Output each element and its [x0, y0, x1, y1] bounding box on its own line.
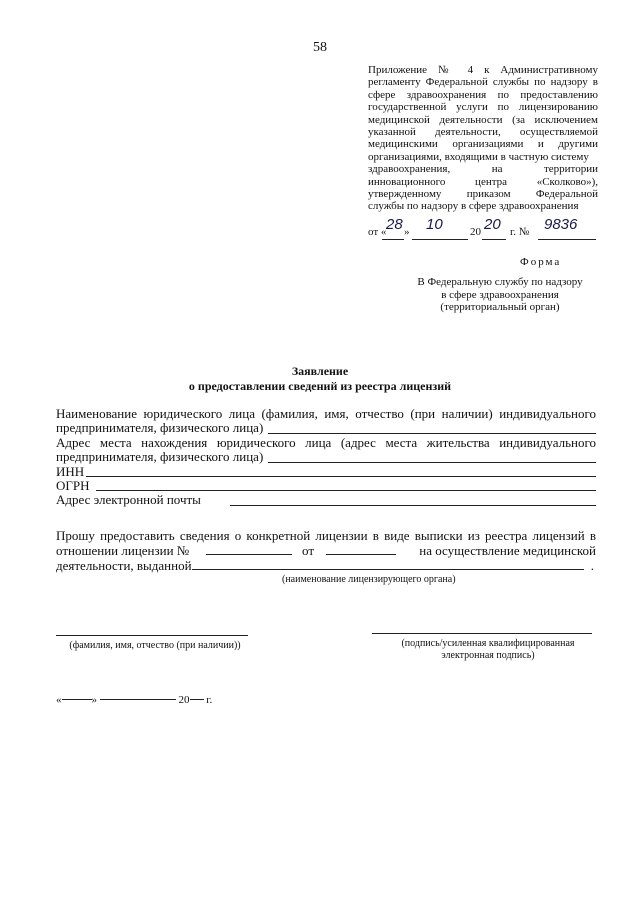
field-email-label: Адрес электронной почты [56, 492, 201, 508]
order-from-label: от « [368, 226, 387, 238]
appendix-line: регламенту Федеральной службы по надзору в [368, 76, 598, 89]
order-year-handwritten: 20 [484, 216, 501, 233]
appendix-line: медицинскими организациями и другими [368, 138, 598, 151]
field-name-label: Наименование юридического лица (фамилия, имя, отчество (при наличии) индивидуального [56, 406, 596, 421]
recipient-line: В Федеральную службу по надзору [417, 276, 583, 288]
signature-caption-line: (подпись/усиленная квалифицированная [401, 638, 575, 649]
request-purpose-label: на осуществление медицинской [419, 543, 596, 558]
appendix-line: указанной деятельности, осуществляемой [368, 126, 598, 139]
appendix-line: утвержденному приказом Федеральной [368, 188, 598, 201]
field-inn-row[interactable] [56, 465, 596, 479]
form-label: Форма [520, 256, 562, 268]
recipient-line: в сфере здравоохранения [441, 288, 559, 301]
appendix-line: здравоохранения, на территории [368, 163, 598, 176]
order-day-handwritten: 28 [386, 216, 403, 233]
signature-line[interactable] [372, 633, 592, 634]
field-name-input-line[interactable] [268, 433, 596, 434]
order-number-handwritten: 9836 [544, 216, 578, 233]
request-paragraph [56, 528, 596, 588]
license-number-input-line[interactable] [206, 554, 292, 555]
order-year-underline [482, 239, 506, 240]
request-line-issuer [56, 558, 596, 573]
appendix-line: сфере здравоохранения по предоставлению [368, 88, 598, 101]
page-number: 58 [313, 40, 327, 55]
field-email-input-line[interactable] [230, 505, 596, 506]
request-line: Прошу предоставить сведения о конкретной лицензии в виде выписки из реестра лицензий в [56, 528, 596, 543]
order-reference [368, 218, 600, 240]
fio-caption: (фамилия, имя, отчество (при наличии)) [69, 640, 241, 651]
issuer-input-line[interactable] [192, 569, 584, 570]
field-address-label: Адрес места нахождения юридического лица (адрес места жительства индивидуального [56, 434, 596, 450]
field-inn-input-line[interactable] [86, 476, 596, 477]
field-ogrn-row[interactable] [56, 479, 596, 493]
date-year-suffix: г. [206, 694, 213, 706]
appendix-line: организациями, входящими в частную систему [368, 150, 589, 163]
request-line-end: . [590, 558, 594, 573]
order-day-close: » [404, 226, 410, 238]
request-license-label: отношении лицензии № [56, 543, 190, 558]
recipient-line: (территориальный орган) [440, 301, 560, 313]
appendix-header [368, 64, 598, 213]
order-number-underline [538, 239, 596, 240]
request-line-license [56, 543, 596, 558]
field-inn-label: ИНН [56, 463, 85, 479]
order-month-underline [412, 239, 468, 240]
date-month-input-line[interactable] [100, 699, 176, 700]
appendix-line: Приложение № 4 к Административному [368, 64, 598, 76]
date-close-quote: » [91, 694, 97, 706]
field-ogrn-input-line[interactable] [96, 490, 596, 491]
date-year-prefix: 20 [178, 694, 190, 706]
signature-caption-line: электронная подпись) [441, 650, 535, 661]
field-name-label-cont: предпринимателя, физического лица) [56, 420, 264, 436]
order-year-prefix: 20 [470, 226, 481, 238]
applicant-fields [56, 407, 596, 508]
request-issuer-label: деятельности, выданной [56, 558, 192, 573]
issuer-caption: (наименование лицензирующего органа) [282, 574, 456, 585]
license-date-input-line[interactable] [326, 554, 396, 555]
appendix-line: службы по надзору в сфере здравоохранения [368, 200, 579, 213]
order-number-label: г. № [510, 226, 530, 238]
field-email-row[interactable] [56, 493, 596, 507]
field-address-input-line[interactable] [268, 462, 596, 463]
date-day-input-line[interactable] [62, 699, 92, 700]
order-day-underline [382, 239, 404, 240]
signature-caption [378, 638, 598, 662]
request-from-label: от [302, 543, 315, 558]
appendix-line: медицинской деятельности (за исключением [368, 113, 598, 126]
date-open-quote: « [56, 694, 62, 706]
appendix-line: государственной услуги по лицензированию [368, 101, 598, 114]
date-line [56, 694, 212, 706]
document-title: Заявление [291, 364, 349, 378]
document-subtitle: о предоставлении сведений из реестра лицензий [188, 379, 452, 393]
fio-signature-line[interactable] [56, 635, 248, 636]
field-address-label-cont: предпринимателя, физического лица) [56, 449, 264, 465]
date-year-input-line[interactable] [190, 699, 204, 700]
field-address-row[interactable] [56, 450, 596, 464]
field-name-row[interactable] [56, 421, 596, 435]
recipient-block [400, 276, 600, 314]
appendix-line: инновационного центра «Сколково»), [368, 175, 598, 188]
order-month-handwritten: 10 [426, 216, 443, 233]
field-ogrn-label: ОГРН [56, 477, 90, 493]
